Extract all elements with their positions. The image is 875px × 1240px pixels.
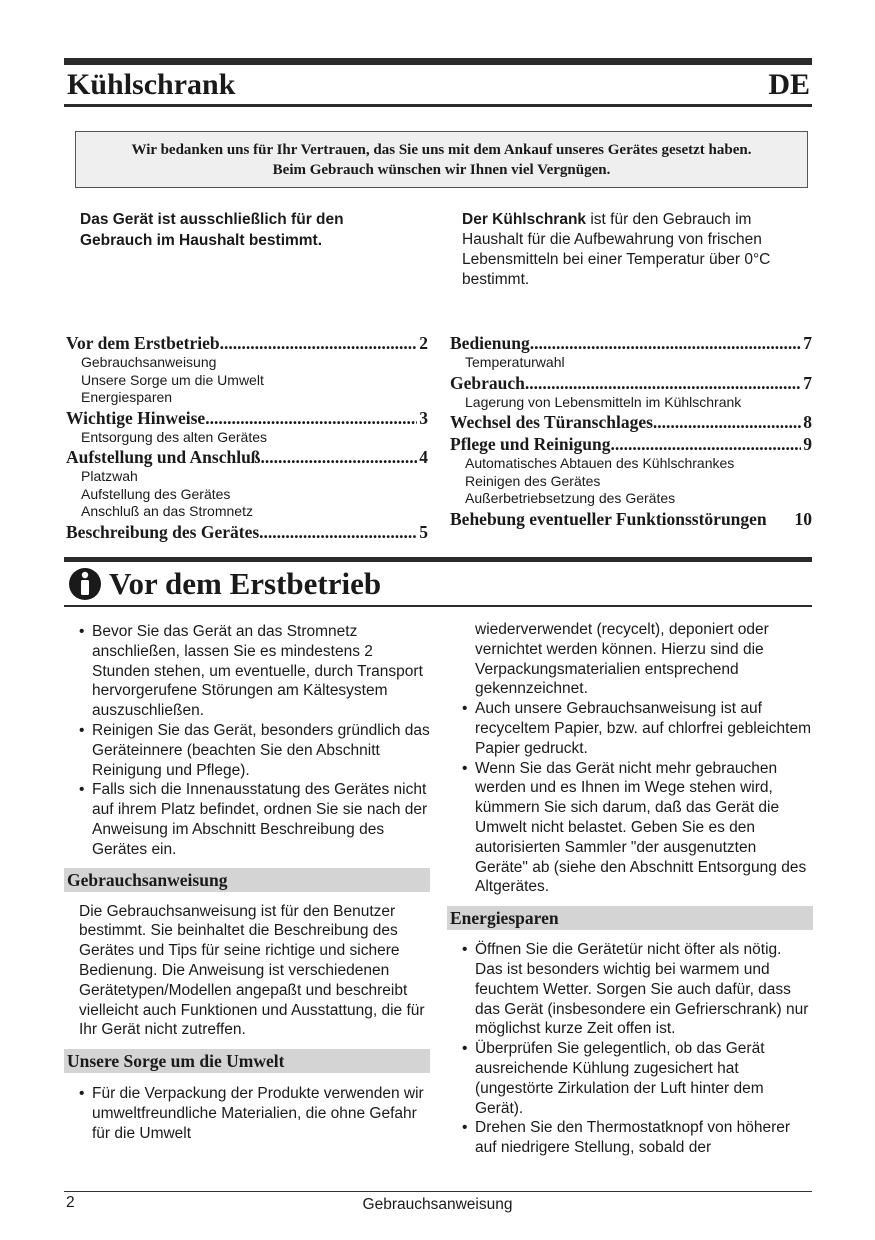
toc-subentry[interactable]: Unsere Sorge um die Umwelt (81, 371, 264, 388)
toc-subentry[interactable]: Reinigen des Gerätes (465, 472, 601, 489)
document-title: Kühlschrank (67, 68, 236, 101)
toc-entry-title: Pflege und Reinigung (450, 434, 611, 454)
toc-subentry[interactable]: Anschluß an das Stromnetz (81, 503, 253, 519)
list-item: • Drehen Sie den Thermostatknopf von höherer auf niedrigere Stellung, sobald der (447, 1118, 813, 1158)
toc-entry-page: 7 (803, 333, 812, 353)
toc-entry[interactable] (66, 521, 428, 543)
toc-subentry[interactable]: Temperaturwahl (465, 354, 565, 370)
section-top-bar (64, 557, 812, 562)
toc-leader (259, 521, 417, 543)
toc-entry-title: Beschreibung des Gerätes (66, 521, 260, 542)
list-item: • Wenn Sie das Gerät nicht mehr gebrauchen werden und es Ihnen im Wege stehen wird, kümmern Sie sich darum, daß das Gerät die Umwelt nicht belastet. Geben Sie es den autorisierten Sammler "der ausgenutzten Geräte" ab (siehe den Abschnitt Entsorgung des Altgerätes. (447, 759, 813, 898)
toc-subentry[interactable]: Energiesparen (81, 389, 173, 405)
toc-subentry[interactable]: Aufstellung des Gerätes (81, 485, 231, 502)
thanks-line-2: Beim Gebrauch wünschen wir Ihnen viel Vergnügen. (272, 162, 611, 178)
toc-entry-page: 10 (794, 508, 812, 529)
toc-leader (530, 332, 802, 354)
toc-leader (653, 411, 801, 433)
toc-left-column (66, 332, 428, 543)
intro-description (462, 210, 812, 290)
energie-list (447, 940, 813, 1158)
header-rule (64, 104, 812, 107)
page-number: 2 (66, 1194, 75, 1211)
list-item: • Öffnen Sie die Gerätetür nicht öfter als nötig. Das ist besonders wichtig bei warmem und feuchtem Wetter. Sorgen Sie auch dafür, dass das Gerät (insbesondere ein Gefrierschrank) nur möglichst kurze Zeit offen ist. (447, 940, 813, 1039)
section-header (64, 564, 812, 604)
list-item: • Falls sich die Innenausstatung des Gerätes nicht auf ihrem Platz befindet, ordnen Sie sie nach der Anweisung im Abschnitt Beschreibung des Gerätes ein. (64, 780, 430, 859)
header-top-bar (64, 58, 812, 65)
intro-description-text: ist für den Gebrauch im Haushalt für die Aufbewahrung von frischen Lebensmitteln bei einer Temperatur über 0°C bestimmt. (462, 211, 771, 288)
gebrauch-paragraph: Die Gebrauchsanweisung ist für den Benutzer bestimmt. Sie beinhaltet die Beschreibung des Gerätes und Tips für seine richtige und sichere Bedienung. Die Anweisung ist verschiedenen Gerätetypen/Modellen angepaßt und beschreibt vielleicht auch Funktionen und Ausstattung, die für Ihr Gerät nicht zutreffen. (79, 902, 425, 1039)
footer-title: Gebrauchsanweisung (362, 1196, 513, 1213)
list-item: • Reinigen Sie das Gerät, besonders gründlich das Geräteinnere (beachten Sie den Abschnitt Reinigung und Pflege). (64, 721, 430, 780)
body-left-column (64, 622, 430, 1144)
toc-entry[interactable] (450, 411, 812, 433)
section-title: Vor dem Erstbetrieb (109, 566, 382, 601)
language-code: DE (768, 68, 810, 101)
section-rule (64, 605, 812, 607)
thanks-box (75, 131, 808, 188)
subheading-gebrauchsanweisung: Gebrauchsanweisung (64, 868, 430, 892)
toc-subentry[interactable]: Lagerung von Lebensmitteln im Kühlschrank (465, 393, 742, 410)
continued-text: wiederverwendet (recycelt), deponiert oder vernichtet werden können. Hierzu sind die Verpackungsmaterialien entsprechend gekennzeichnet. (475, 621, 769, 698)
toc-leader (261, 446, 418, 468)
intro-description-bold: Der Kühlschrank (462, 211, 587, 228)
info-icon (68, 567, 102, 601)
toc-leader (610, 433, 801, 455)
toc-entry[interactable] (66, 446, 428, 468)
intro-usage-note: Das Gerät ist ausschließlich für den Gebrauch im Haushalt bestimmt. (80, 211, 344, 249)
body-right-column (447, 620, 813, 1158)
list-item: • Für die Verpackung der Produkte verwenden wir umweltfreundliche Materialien, die ohne Gefahr für die Umwelt (64, 1084, 430, 1143)
toc-entry-page: 3 (419, 407, 428, 428)
toc-subentry[interactable]: Platzwah (81, 468, 138, 484)
prep-list (64, 622, 430, 860)
footer-rule (64, 1191, 812, 1192)
toc-entry-title: Wichtige Hinweise (66, 407, 206, 428)
toc-leader (220, 332, 418, 354)
toc-entry-title: Vor dem Erstbetrieb (66, 333, 220, 353)
toc-leader (525, 372, 801, 394)
page-header (64, 66, 812, 104)
toc-entry[interactable] (450, 433, 812, 455)
toc-entry-title: Behebung eventueller Funktionsstörungen (450, 508, 767, 529)
umwelt-list (64, 1084, 430, 1143)
toc-entry-title: Wechsel des Türanschlages (450, 412, 653, 432)
toc-subentry[interactable]: Automatisches Abtauen des Kühlschrankes (465, 455, 735, 471)
toc-right-column (450, 332, 812, 530)
toc-subentry[interactable]: Entsorgung des alten Gerätes (81, 428, 268, 445)
list-item: • Überprüfen Sie gelegentlich, ob das Gerät ausreichende Kühlung zugesichert hat (ungestörte Zirkulation der Luft hinter dem Gerät). (447, 1039, 813, 1118)
toc-entry-page: 8 (803, 412, 812, 432)
toc-entry-page: 9 (803, 434, 812, 454)
thanks-line-1: Wir bedanken uns für Ihr Vertrauen, das Sie uns mit dem Ankauf unseres Gerätes gesetzt haben. (131, 142, 752, 158)
toc-entry[interactable] (450, 332, 812, 354)
list-item: • Bevor Sie das Gerät an das Stromnetz anschließen, lassen Sie es mindestens 2 Stunden stehen, um eventuelle, durch Transport hervorgerufene Störungen am Kältesystem auszuschließen. (64, 622, 430, 721)
subheading-umwelt: Unsere Sorge um die Umwelt (64, 1049, 430, 1073)
toc-entry-page: 4 (419, 447, 428, 467)
toc-entry-page: 7 (803, 372, 812, 393)
toc-entry[interactable] (450, 372, 812, 394)
toc-entry-title: Aufstellung und Anschluß (66, 447, 261, 467)
toc-entry-page: 5 (419, 521, 428, 542)
toc-subentry[interactable]: Gebrauchsanweisung (81, 354, 217, 370)
toc-leader (205, 407, 417, 429)
list-item: • Auch unsere Gebrauchsanweisung ist auf recyceltem Papier, bzw. auf chlorfrei gebleichtem Papier gedruckt. (447, 699, 813, 758)
subheading-energiesparen: Energiesparen (447, 906, 813, 930)
umwelt-list-continued (447, 699, 813, 897)
toc-subentry[interactable]: Außerbetriebsetzung des Gerätes (465, 490, 676, 506)
toc-entry[interactable] (66, 332, 428, 354)
toc-entry-title: Gebrauch (450, 372, 525, 393)
toc-entry-title: Bedienung (450, 333, 530, 353)
toc-entry[interactable] (450, 508, 812, 530)
toc-entry[interactable] (66, 407, 428, 429)
toc-entry-page: 2 (419, 333, 428, 353)
